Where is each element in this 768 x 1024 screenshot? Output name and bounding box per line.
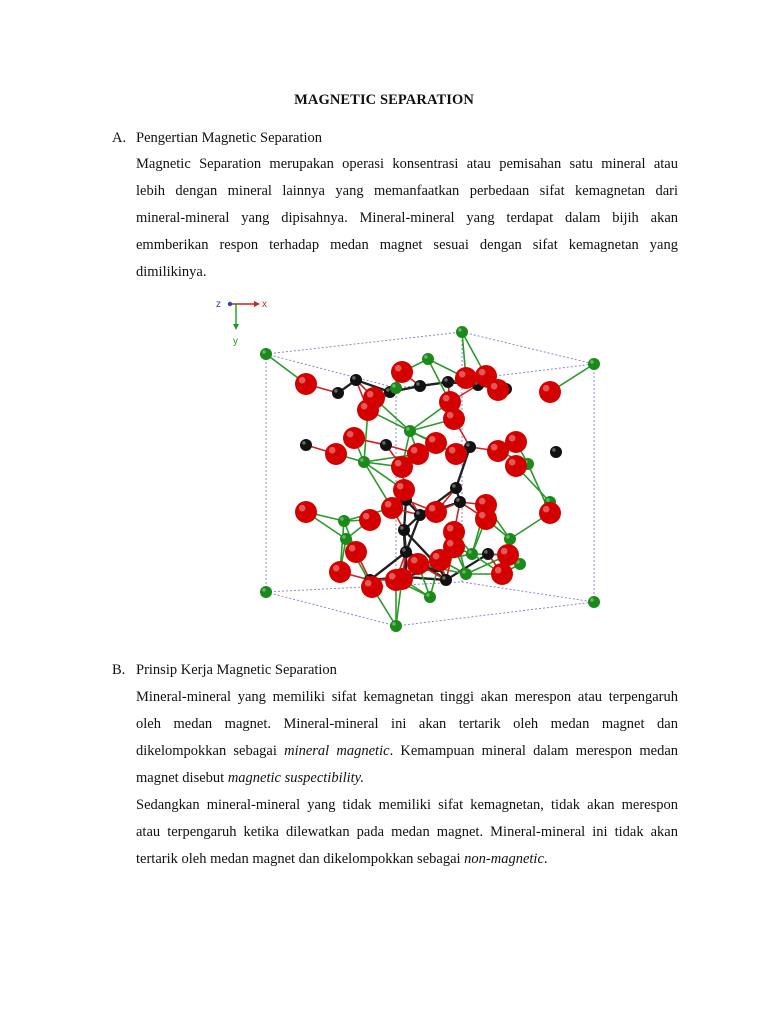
- atom-green-highlight: [506, 535, 510, 539]
- atom-red: [497, 544, 519, 566]
- section-a-heading: [112, 130, 322, 147]
- paragraph-line: dimilikinya.: [136, 264, 207, 280]
- atom-red-highlight: [449, 447, 456, 454]
- atom-red: [475, 508, 497, 530]
- crystal-structure-figure: [210, 292, 610, 632]
- atom-green-highlight: [392, 622, 396, 626]
- atom-black-highlight: [334, 389, 338, 393]
- atom-red: [487, 379, 509, 401]
- atom-red-highlight: [411, 557, 418, 564]
- atom-red-highlight: [389, 573, 396, 580]
- atom-black-highlight: [456, 498, 460, 502]
- atom-red-highlight: [349, 545, 356, 552]
- atom-black-highlight: [352, 376, 356, 380]
- atom-green-highlight: [262, 350, 266, 354]
- atom-green-highlight: [546, 498, 550, 502]
- paragraph-line: [136, 738, 678, 765]
- axis-label-z: z: [216, 299, 221, 310]
- atom-black-highlight: [442, 576, 446, 580]
- atom-red: [407, 553, 429, 575]
- atom-red-highlight: [543, 385, 550, 392]
- atom-red-highlight: [479, 512, 486, 519]
- atom-red: [329, 561, 351, 583]
- atom-green: [260, 586, 272, 598]
- text-run: . Kemampuan mineral dalam merespon medan: [389, 743, 679, 759]
- section-b-heading: [112, 662, 337, 679]
- atom-black: [398, 524, 410, 536]
- atom-red-highlight: [501, 548, 508, 555]
- atom-red: [345, 541, 367, 563]
- atom-black: [442, 376, 454, 388]
- atom-black-highlight: [416, 511, 420, 515]
- atom-red: [393, 479, 415, 501]
- atom-black-highlight: [400, 526, 404, 530]
- atom-black-highlight: [386, 388, 390, 392]
- atom-red-highlight: [447, 412, 454, 419]
- term-non-magnetic: non-magnetic: [464, 851, 544, 867]
- section-a-paragraph: [136, 151, 678, 286]
- atom-bonds: [266, 332, 594, 626]
- atom-green: [588, 596, 600, 608]
- atom-black-highlight: [302, 441, 306, 445]
- atom-black-highlight: [552, 448, 556, 452]
- atom-red-highlight: [543, 506, 550, 513]
- atom-black-highlight: [484, 550, 488, 554]
- atom-black: [380, 439, 392, 451]
- atom-red-highlight: [509, 459, 516, 466]
- atom-red-highlight: [367, 391, 374, 398]
- paragraph-line: Sedangkan mineral-mineral yang tidak memiliki sifat kemagnetan, tidak akan merespon: [136, 797, 678, 813]
- atom-green: [260, 348, 272, 360]
- atom-black-highlight: [466, 443, 470, 447]
- atom-red: [505, 431, 527, 453]
- atom-red-highlight: [299, 505, 306, 512]
- atom-black: [454, 496, 466, 508]
- atom-black: [440, 574, 452, 586]
- atom-red-highlight: [509, 435, 516, 442]
- atom-red: [343, 427, 365, 449]
- paragraph-line: atau terpengaruh ketika dilewatkan pada medan magnet. Mineral-mineral ini tidak akan: [136, 824, 678, 840]
- atom-red-highlight: [397, 483, 404, 490]
- atom-green-highlight: [590, 360, 594, 364]
- axis-label-x: x: [262, 299, 267, 310]
- atom-green-highlight: [424, 355, 428, 359]
- atom-red: [539, 502, 561, 524]
- atom-red-highlight: [333, 565, 340, 572]
- atom-black: [300, 439, 312, 451]
- atom-green-highlight: [590, 598, 594, 602]
- paragraph-line: mineral-mineral yang dipisahnya. Mineral-mineral yang terdapat dalam bijih akan: [136, 210, 678, 226]
- atom-red-highlight: [363, 513, 370, 520]
- atom-red-highlight: [329, 447, 336, 454]
- atom-red: [361, 576, 383, 598]
- paragraph-line: [136, 765, 678, 792]
- atom-red: [359, 509, 381, 531]
- atom-red-highlight: [429, 436, 436, 443]
- atom-black-highlight: [382, 441, 386, 445]
- page-title: MAGNETIC SEPARATION: [294, 92, 474, 108]
- atom-green-highlight: [406, 427, 410, 431]
- atom-red-highlight: [491, 444, 498, 451]
- text-run: .: [543, 851, 548, 867]
- text-run: dikelompokkan sebagai: [136, 743, 285, 759]
- atom-red-highlight: [385, 501, 392, 508]
- atom-red-highlight: [411, 447, 418, 454]
- unit-cell-edges: [266, 332, 594, 626]
- atom-green-highlight: [262, 588, 266, 592]
- atom-black: [400, 546, 412, 558]
- atom-red-highlight: [347, 431, 354, 438]
- atom-black-highlight: [444, 378, 448, 382]
- atom-red: [425, 432, 447, 454]
- atom-black-highlight: [402, 548, 406, 552]
- atom-red: [539, 381, 561, 403]
- atom-red-highlight: [447, 525, 454, 532]
- atom-red-highlight: [443, 395, 450, 402]
- atom-red: [445, 443, 467, 465]
- atom-red-highlight: [395, 365, 402, 372]
- atom-red: [391, 361, 413, 383]
- atom-green: [390, 382, 402, 394]
- atom-red-highlight: [433, 553, 440, 560]
- atom-red: [385, 569, 407, 591]
- atom-red: [443, 536, 465, 558]
- term-mineral-magnetic: mineral magnetic: [284, 743, 390, 759]
- axis-label-y: y: [233, 336, 238, 347]
- text-run: magnet disebut: [136, 770, 228, 786]
- atom-red-highlight: [491, 383, 498, 390]
- atom-black-highlight: [452, 484, 456, 488]
- atom-red: [455, 367, 477, 389]
- text-run: tertarik oleh medan magnet dan dikelompokkan sebagai: [136, 851, 465, 867]
- atom-green-highlight: [392, 384, 396, 388]
- atom-red: [357, 399, 379, 421]
- atom-red-highlight: [479, 498, 486, 505]
- atom-black: [482, 548, 494, 560]
- atom-red-highlight: [429, 505, 436, 512]
- atom-black: [414, 509, 426, 521]
- atom-black: [414, 380, 426, 392]
- paragraph-line: lebih dengan mineral lainnya yang memanfaatkan perbedaan sifat kemagnetan dari: [136, 183, 678, 199]
- atom-green: [588, 358, 600, 370]
- atom-red-highlight: [447, 540, 454, 547]
- term-magnetic-suspectibility: magnetic suspectibility.: [227, 770, 364, 786]
- atom-black: [332, 387, 344, 399]
- section-letter: B.: [112, 662, 126, 678]
- atom-green-highlight: [360, 458, 364, 462]
- atom-red: [443, 408, 465, 430]
- paragraph-line: Magnetic Separation merupakan operasi konsentrasi atau pemisahan satu mineral atau: [136, 156, 678, 172]
- atom-green-highlight: [426, 593, 430, 597]
- atom-red: [491, 563, 513, 585]
- atom-green: [504, 533, 516, 545]
- atom-green: [424, 591, 436, 603]
- section-heading-text: Prinsip Kerja Magnetic Separation: [136, 662, 337, 678]
- atom-red-highlight: [361, 403, 368, 410]
- atom-black-highlight: [416, 382, 420, 386]
- axis-indicator: [216, 299, 267, 347]
- atom-red: [325, 443, 347, 465]
- atom-green: [338, 515, 350, 527]
- paragraph-line: oleh medan magnet. Mineral-mineral ini akan tertarik oleh medan magnet dan: [136, 716, 678, 732]
- atom-red-highlight: [299, 377, 306, 384]
- atom-red-highlight: [365, 580, 372, 587]
- paragraph-line: Mineral-mineral yang memiliki sifat kemagnetan tinggi akan merespon atau terpengaruh: [136, 689, 678, 705]
- section-heading-text: Pengertian Magnetic Separation: [136, 130, 323, 146]
- atom-black: [550, 446, 562, 458]
- atom-green: [456, 326, 468, 338]
- atom-green: [404, 425, 416, 437]
- atom-red: [295, 373, 317, 395]
- atom-red-highlight: [495, 567, 502, 574]
- section-b-paragraph: [136, 684, 678, 873]
- atom-green-highlight: [468, 550, 472, 554]
- atom-red: [425, 501, 447, 523]
- atom-red-highlight: [395, 460, 402, 467]
- atom-green-highlight: [458, 328, 462, 332]
- atom-red: [381, 497, 403, 519]
- atom-green-highlight: [462, 570, 466, 574]
- atom-green-highlight: [342, 535, 346, 539]
- atom-red: [295, 501, 317, 523]
- atom-green-highlight: [340, 517, 344, 521]
- atom-black: [350, 374, 362, 386]
- atom-red: [505, 455, 527, 477]
- atom-red-highlight: [459, 371, 466, 378]
- atom-green: [466, 548, 478, 560]
- atom-green: [358, 456, 370, 468]
- section-letter: A.: [112, 130, 127, 146]
- atom-black: [450, 482, 462, 494]
- atom-green: [460, 568, 472, 580]
- paragraph-line: [136, 846, 678, 873]
- paragraph-line: emmberikan respon terhadap medan magnet sesuai dengan sifat kemagnetan yang: [136, 237, 678, 253]
- atom-green: [390, 620, 402, 632]
- atom-green: [422, 353, 434, 365]
- atoms: [260, 326, 600, 632]
- atom-red-highlight: [479, 369, 486, 376]
